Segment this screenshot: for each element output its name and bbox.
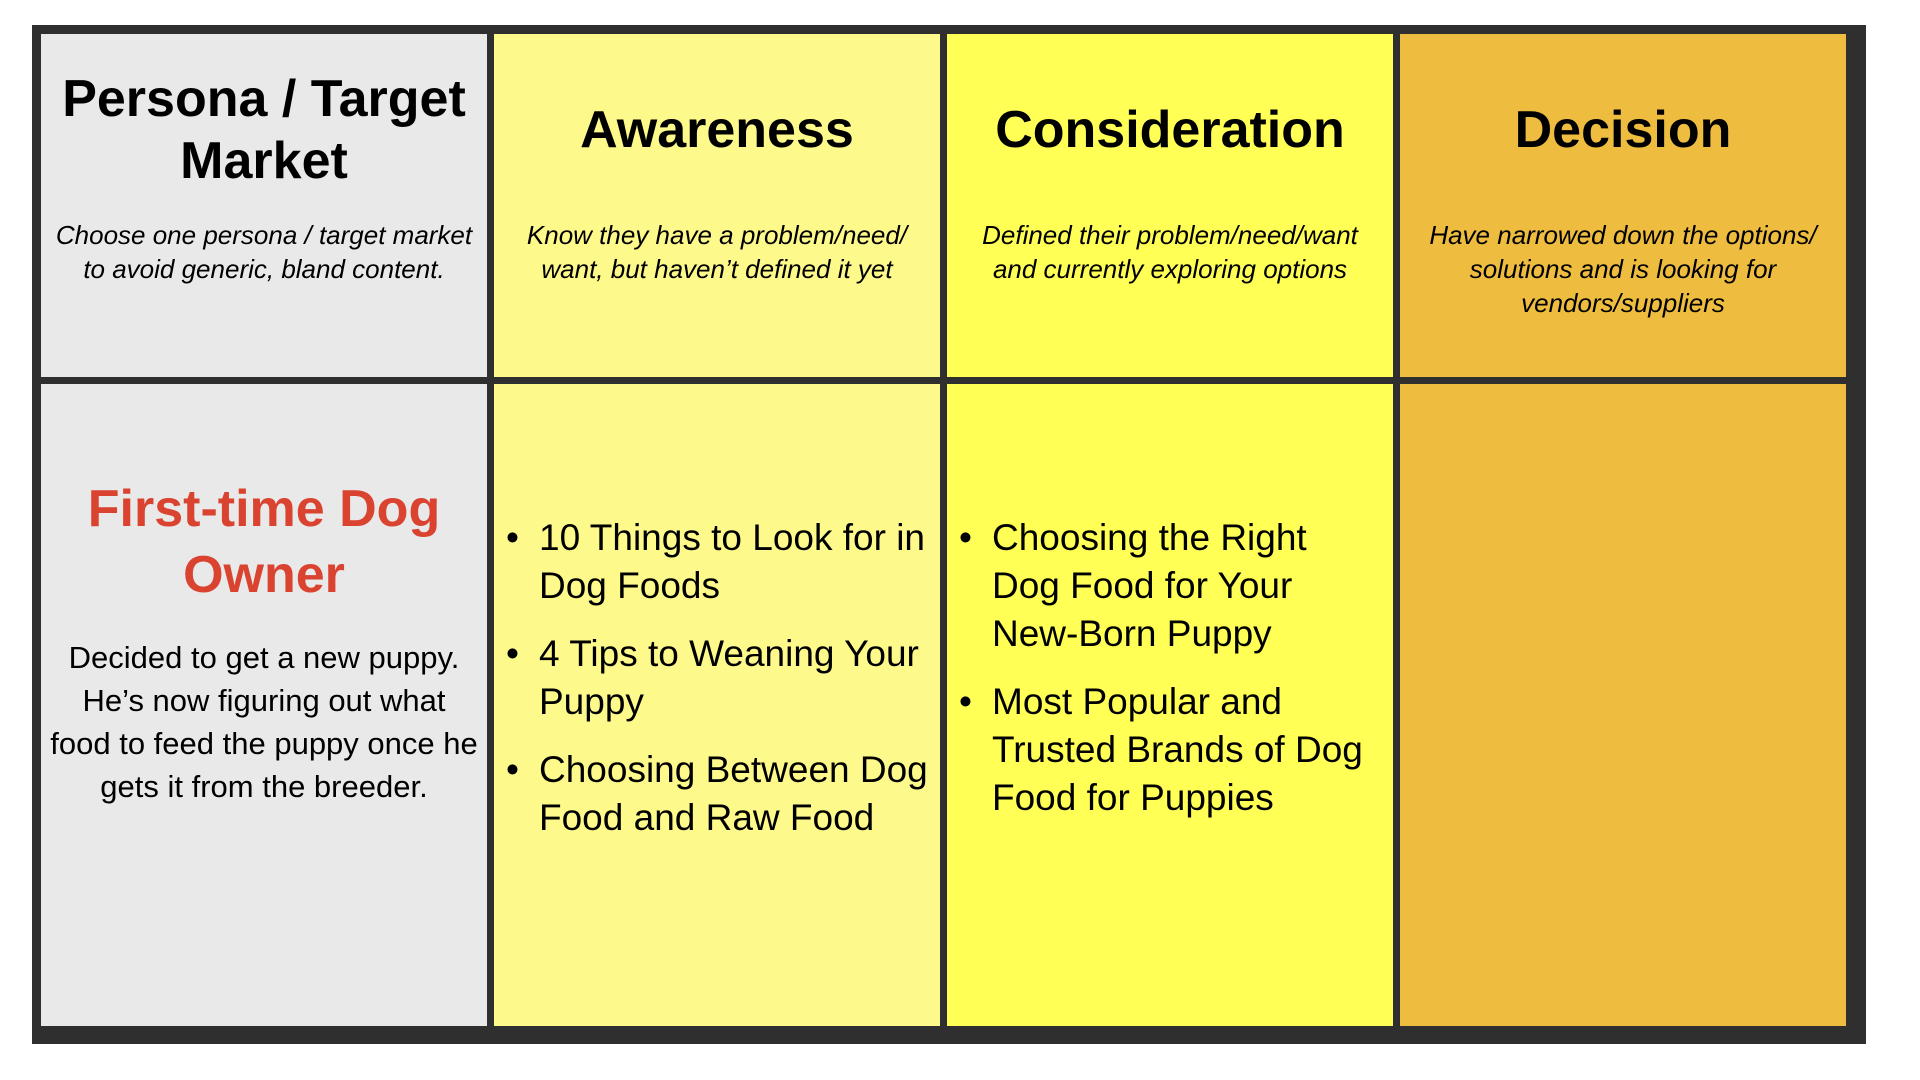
consideration-topics-cell	[947, 384, 1393, 1026]
header-persona-description: Choose one persona / target market to avoid generic, bland content.	[55, 220, 473, 284]
bullet-icon: •	[506, 749, 519, 790]
consideration-topic: Choosing the Right Dog Food for Your New-Born Puppy	[992, 517, 1307, 654]
bullet-icon: •	[959, 517, 972, 558]
list-item	[494, 746, 940, 842]
header-awareness-description: Know they have a problem/need/ want, but haven’t defined it yet	[526, 220, 908, 284]
awareness-topic: Choosing Between Dog Food and Raw Food	[539, 749, 928, 838]
awareness-topic: 10 Things to Look for in Dog Foods	[539, 517, 926, 606]
persona-name: First-time Dog Owner	[87, 480, 441, 604]
consideration-topic-list	[947, 514, 1393, 822]
header-consideration-description: Defined their problem/need/want and currently exploring options	[982, 220, 1358, 284]
persona-description: Decided to get a new puppy. He’s now figuring out what food to feed the puppy once he gets it from the breeder.	[50, 640, 478, 804]
header-persona-title: Persona / Target Market	[62, 70, 466, 190]
header-awareness-cell	[494, 34, 940, 377]
awareness-topics-cell	[494, 384, 940, 1026]
header-decision-description: Have narrowed down the options/ solutions and is looking for vendors/suppliers	[1429, 220, 1817, 318]
bullet-icon: •	[506, 517, 519, 558]
header-decision-title: Decision	[1514, 101, 1732, 159]
awareness-topic-list	[494, 514, 940, 842]
list-item	[947, 514, 1393, 658]
header-decision-cell	[1400, 34, 1846, 377]
bullet-icon: •	[959, 681, 972, 722]
decision-topics-cell	[1400, 384, 1846, 1026]
header-consideration-cell	[947, 34, 1393, 377]
persona-cell	[41, 384, 487, 1026]
bullet-icon: •	[506, 633, 519, 674]
consideration-topic: Most Popular and Trusted Brands of Dog Food for Puppies	[992, 681, 1363, 818]
header-awareness-title: Awareness	[580, 101, 854, 159]
awareness-topic: 4 Tips to Weaning Your Puppy	[539, 633, 919, 722]
list-item	[494, 630, 940, 726]
list-item	[494, 514, 940, 610]
list-item	[947, 678, 1393, 822]
header-persona-cell	[41, 34, 487, 377]
header-consideration-title: Consideration	[995, 101, 1345, 159]
content-funnel-table	[32, 25, 1866, 1044]
